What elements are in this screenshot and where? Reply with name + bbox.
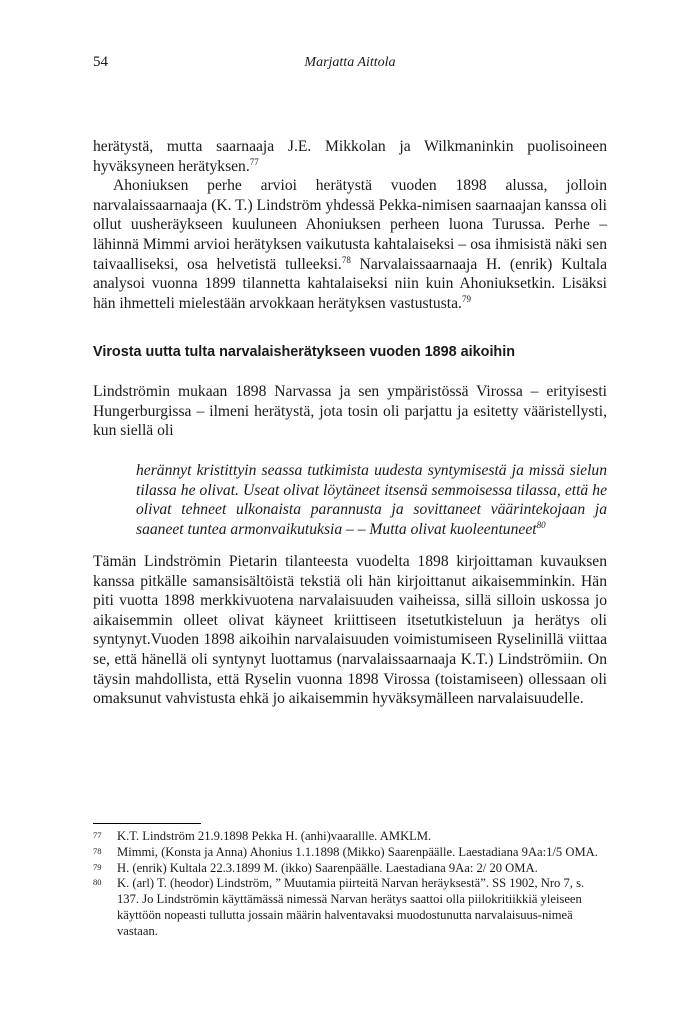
running-author: Marjatta Aittola bbox=[304, 55, 396, 70]
paragraph bbox=[93, 176, 607, 313]
section-heading: Virosta uutta tulta narvalaisherätykseen vuoden 1898 aikoihin bbox=[93, 344, 516, 360]
footnote-ref[interactable]: 80 bbox=[536, 519, 546, 530]
footnote-text: Mimmi, (Konsta ja Anna) Ahonius 1.1.1898 (Mikko) Saarenpäälle. Laestadiana 9Aa:1/5 OMA. bbox=[117, 844, 598, 859]
quote-text: herännyt kristittyin seassa tutkimista uudesta syntymisestä ja missä sielun tilassa he olivat. Useat olivat löytäneet itsensä semmoisessa tilassa, että he olivat tehneet ulkonaista parannusta ja sovittaneet väärintekojaan ja saaneet tuntea armonvaikutuksia – – Mutta olivat kuoleentuneet bbox=[136, 462, 607, 538]
footnote-ref[interactable]: 79 bbox=[461, 293, 471, 304]
footnote-number: 80 bbox=[93, 877, 102, 888]
page-number: 54 bbox=[93, 54, 108, 70]
footnote bbox=[93, 876, 607, 939]
footnotes bbox=[93, 829, 607, 940]
paragraph-text: Narvalaissaarnaaja H. (enrik) Kultala analysoi vuonna 1899 tilannetta kahtalaiseksi niin kuin Ahoniuksetkin. Lisäksi hän ihmetteli mielestään arvokkaan herätyksen vastustusta. bbox=[93, 255, 608, 312]
running-header bbox=[93, 54, 607, 74]
opening-paragraphs bbox=[93, 137, 607, 313]
footnote-ref[interactable]: 78 bbox=[341, 254, 351, 265]
paragraph-continued bbox=[93, 137, 607, 176]
footnote bbox=[93, 829, 607, 845]
footnote-number: 77 bbox=[93, 830, 102, 840]
footnote-text: K. (arl) T. (heodor) Lindström, ” Muutamia piirteitä Narvan heräyksestä”. SS 1902, Nro 7, s. 137. Jo Lindströmin käyttämässä nimessä Narvan herätys saattoi olla piilokritiikkiä yleiseen käyttöön nopeasti tullutta jossain määrin halventavaksi muodostunutta narvalaisuus-nimeä vastaan. bbox=[117, 876, 585, 938]
footnote-number: 78 bbox=[93, 845, 102, 856]
paragraph: Lindströmin mukaan 1898 Narvassa ja sen ympäristössä Virossa – erityisesti Hungerburgissa – ilmeni herätystä, jota tosin oli parjattu ja esitetty vääristellysti, kun siellä oli bbox=[93, 383, 607, 440]
section-intro bbox=[93, 382, 607, 441]
footnote-number: 79 bbox=[93, 861, 102, 872]
paragraph-text: Ahoniuksen perhe arvioi herätystä vuoden 1898 alussa, jolloin narvalaissaarnaaja (K. T.) Lindström yhdessä Pekka-nimisen saarnaajan kanssa oli ollut uusheräykseen kuuluneen Ahoniuksen perheen luona Turussa. Perhe – lähinnä Mimmi arvioi herätyksen vaikutusta kahtalaiseksi – osa ihmisistä näki sen taivaalliseksi, osa helvetistä tulleeksi. bbox=[93, 177, 607, 273]
footnote-separator bbox=[93, 823, 201, 824]
paragraph: Tämän Lindströmin Pietarin tilanteesta vuodelta 1898 kirjoittaman kuvauksen kanssa pitkälle samansisältöistä tekstiä oli hän kirjoittanut aikaisemminkin. Hän piti vuotta 1898 merkkivuotena narvalaisuuden vaiheissa, sillä silloin uskossa jo aikaisemmin olleet olivat käyneet kriittiseen itsetutkisteluun ja herätys oli syntynyt.Vuoden 1898 aikoihin narvalaisuuden voimistumiseen Ryselinillä viittaa se, että hänellä oli syntynyt luottamus (narvalaissaarnaaja K.T.) Lindströmiin. On täysin mahdollista, että Ryselin vuonna 1898 Virossa (toistamiseen) ollessaan oli omaksunut vahvistusta ehkä jo aikaisemmin hyväksymälleen narvalaisuudelle. bbox=[93, 553, 607, 708]
footnote bbox=[93, 861, 607, 877]
block-quote bbox=[136, 461, 607, 539]
footnote bbox=[93, 845, 607, 861]
paragraph-text: herätystä, mutta saarnaaja J.E. Mikkolan ja Wilkmaninkin puolisoineen hyväksyneen herätyksen. bbox=[93, 138, 607, 175]
section-body bbox=[93, 552, 607, 709]
footnote-text: K.T. Lindström 21.9.1898 Pekka H. (anhi)vaarallle. AMKLM. bbox=[117, 829, 432, 843]
footnote-ref[interactable]: 77 bbox=[249, 156, 259, 167]
footnote-text: H. (enrik) Kultala 22.3.1899 M. (ikko) Saarenpäälle. Laestadiana 9Aa: 2/ 20 OMA. bbox=[117, 860, 538, 875]
